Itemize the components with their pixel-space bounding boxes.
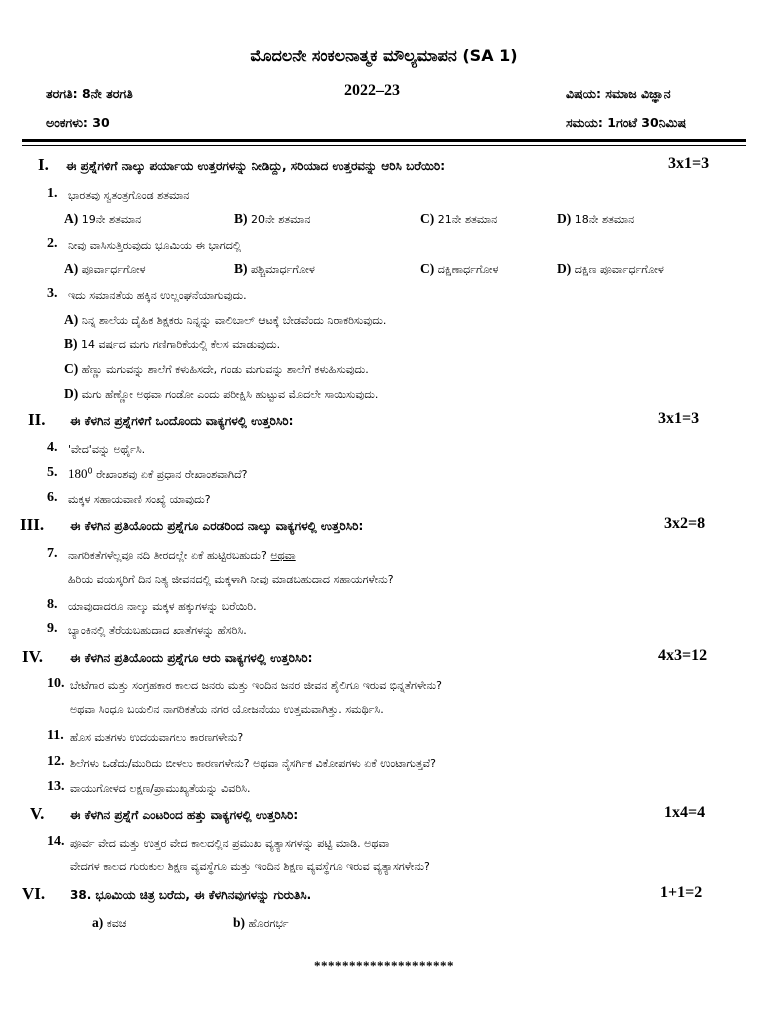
section-number: II. (28, 410, 46, 429)
academic-year: 2022–23 (344, 82, 400, 99)
question-number: 9. (47, 621, 58, 636)
question-text: ಪೂರ್ವ ವೇದ ಮತ್ತು ಉತ್ತರ ವೇದ ಕಾಲದಲ್ಲಿನ ಪ್ರಮುಖ ವ್ಯತ್ಯಾಸಗಳನ್ನು ಪಟ್ಟಿ ಮಾಡಿ. ಅಥವಾ (70, 837, 390, 850)
question-number: 14. (47, 834, 65, 849)
question-text: ವಾಯುಗೋಳದ ಲಕ್ಷಣ/ಪ್ರಾಮುಖ್ಯತೆಯನ್ನು ವಿವರಿಸಿ. (70, 782, 251, 795)
total-marks-label: ಅಂಕಗಳು: 30 (46, 115, 110, 130)
option-d: D) 18ನೇ ಶತಮಾನ (557, 211, 635, 226)
option-b: B) 20ನೇ ಶತಮಾನ (234, 211, 311, 226)
option-c: C) ಹೆಣ್ಣು ಮಗುವನ್ನು ಶಾಲೆಗೆ ಕಳುಹಿಸದೇ, ಗಂಡು ಮಗುವನ್ನು ಶಾಲೆಗೆ ಕಳುಹಿಸುವುದು. (64, 361, 369, 376)
question-text-alt: ಅಥವಾ ಸಿಂಧೂ ಬಯಲಿನ ನಾಗರಿಕತೆಯ ನಗರ ಯೋಜನೆಯು ಉತ್ತಮವಾಗಿತ್ತು. ಸಮರ್ಥಿಸಿ. (70, 703, 384, 716)
question-number: 5. (47, 465, 58, 480)
question-number: 8. (47, 597, 58, 612)
question-number: 3. (47, 286, 58, 301)
option-a: A) ಪೂರ್ವಾರ್ಧಗೋಳ (64, 261, 146, 276)
question-number: 2. (47, 236, 58, 251)
question-text: ಶಿಲೆಗಳು ಒಡೆದು/ಮುರಿದು ಬೀಳಲು ಕಾರಣಗಳೇನು? ಅಥವಾ ನೈಸರ್ಗಿಕ ವಿಕೋಪಗಳು ಏಕೆ ಉಂಟಾಗುತ್ತವೆ? (70, 757, 436, 770)
question-text: ಯಾವುದಾದರೂ ನಾಲ್ಕು ಮಕ್ಕಳ ಹಕ್ಕುಗಳನ್ನು ಬರೆಯಿರಿ. (68, 600, 257, 613)
question-text: ನೀವು ವಾಸಿಸುತ್ತಿರುವುದು ಭೂಮಿಯ ಈ ಭಾಗದಲ್ಲಿ (68, 239, 242, 252)
question-number: 10. (47, 676, 65, 691)
header-divider-thick (22, 139, 746, 142)
option-b: B) ಪಶ್ಚಿಮಾರ್ಧಗೋಳ (234, 261, 315, 276)
question-text: ನಾಗರಿಕತೆಗಳೆಲ್ಲವೂ ನದಿ ತೀರದಲ್ಲೇ ಏಕೆ ಹುಟ್ಟಿರಬಹುದು? ಅಥವಾ (68, 549, 296, 562)
section-marks: 4x3=12 (658, 647, 708, 664)
section-number: III. (20, 515, 45, 534)
option-d: D) ಮಗು ಹೆಣ್ಣೋ ಅಥವಾ ಗಂಡೋ ಎಂದು ಪರೀಕ್ಷಿಸಿ ಹುಟ್ಟುವ ಮೊದಲೇ ಸಾಯಿಸುವುದು. (64, 386, 379, 401)
question-text: $180^0$ ರೇಖಾಂಶವು ಏಕೆ ಪ್ರಧಾನ ರೇಖಾಂಶವಾಗಿದೆ? (68, 466, 248, 481)
section-number: VI. (22, 884, 46, 903)
exam-title: ಮೊದಲನೇ ಸಂಕಲನಾತ್ಮಕ ಮೌಲ್ಯಮಾಪನ (SA 1) (250, 46, 518, 65)
question-text: ಭಾರತವು ಸ್ವತಂತ್ರಗೊಂಡ ಶತಮಾನ (68, 189, 190, 202)
question-number: 13. (47, 779, 65, 794)
section-instruction: ಈ ಕೆಳಗಿನ ಪ್ರತಿಯೊಂದು ಪ್ರಶ್ನೆಗೂ ಆರು ವಾಕ್ಯಗಳಲ್ಲಿ ಉತ್ತರಿಸಿರಿ: (70, 651, 313, 665)
option-a: A) ನಿನ್ನ ಶಾಲೆಯ ದೈಹಿಕ ಶಿಕ್ಷಕರು ನಿನ್ನನ್ನು ವಾಲಿಬಾಲ್ ಆಟಕ್ಕೆ ಬೇಡವೆಂದು ನಿರಾಕರಿಸುವುದು. (64, 312, 387, 327)
section-instruction: 38. ಭೂಮಿಯ ಚಿತ್ರ ಬರೆದು, ಈ ಕೆಳಗಿನವುಗಳನ್ನು ಗುರುತಿಸಿ. (70, 888, 312, 902)
question-number: 1. (47, 186, 58, 201)
section-instruction: ಈ ಕೆಳಗಿನ ಪ್ರತಿಯೊಂದು ಪ್ರಶ್ನೆಗೂ ಎರಡರಿಂದ ನಾಲ್ಕು ವಾಕ್ಯಗಳಲ್ಲಿ ಉತ್ತರಿಸಿರಿ: (70, 519, 364, 533)
subject-label: ವಿಷಯ: ಸಮಾಜ ವಿಜ್ಞಾನ (566, 86, 671, 101)
question-number: 7. (47, 546, 58, 561)
or-label: ಅಥವಾ (270, 549, 296, 562)
section-instruction: ಈ ಪ್ರಶ್ನೆಗಳಿಗೆ ನಾಲ್ಕು ಪರ್ಯಾಯ ಉತ್ತರಗಳನ್ನು ನೀಡಿದ್ದು, ಸರಿಯಾದ ಉತ್ತರವನ್ನು ಆರಿಸಿ ಬರೆಯಿರಿ: (66, 159, 446, 173)
question-text: ಹೊಸ ಮತಗಳು ಉದಯವಾಗಲು ಕಾರಣಗಳೇನು? (70, 731, 244, 744)
question-text: ಬ್ಯಾಂಕಿನಲ್ಲಿ ತೆರೆಯಬಹುದಾದ ಖಾತೆಗಳನ್ನು ಹೆಸರಿಸಿ. (68, 624, 247, 637)
section-marks: 1+1=2 (660, 884, 703, 901)
end-of-paper-stars: ******************** (314, 958, 454, 973)
section-marks: 3x1=3 (668, 155, 710, 172)
section-instruction: ಈ ಕೆಳಗಿನ ಪ್ರಶ್ನೆಗೆ ಎಂಟರಿಂದ ಹತ್ತು ವಾಕ್ಯಗಳಲ್ಲಿ ಉತ್ತರಿಸಿರಿ: (70, 808, 299, 822)
section-instruction: ಈ ಕೆಳಗಿನ ಪ್ರಶ್ನೆಗಳಿಗೆ ಒಂದೊಂದು ವಾಕ್ಯಗಳಲ್ಲಿ ಉತ್ತರಿಸಿರಿ: (70, 414, 294, 428)
section-number: I. (38, 155, 49, 174)
question-number: 11. (47, 728, 64, 743)
section-number: V. (30, 804, 45, 823)
section-number: IV. (22, 647, 43, 666)
question-text-alt: ವೇದಗಳ ಕಾಲದ ಗುರುಕುಲ ಶಿಕ್ಷಣ ವ್ಯವಸ್ಥೆಗೂ ಮತ್ತು ಇಂದಿನ ಶಿಕ್ಷಣ ವ್ಯವಸ್ಥೆಗೂ ಇರುವ ವ್ಯತ್ಯಾಸಗಳೇನು? (70, 860, 430, 873)
option-b: B) 14 ವರ್ಷದ ಮಗು ಗಣಿಗಾರಿಕೆಯಲ್ಲಿ ಕೆಲಸ ಮಾಡುವುದು. (64, 336, 281, 351)
option-c: C) 21ನೇ ಶತಮಾನ (420, 211, 498, 226)
option-a: A) 19ನೇ ಶತಮಾನ (64, 211, 142, 226)
option-d: D) ದಕ್ಷಿಣ ಪೂರ್ವಾರ್ಧಗೋಳ (557, 261, 664, 276)
question-text: ಇದು ಸಮಾನತೆಯ ಹಕ್ಕಿನ ಉಲ್ಲಂಘನೆಯಾಗುವುದು. (68, 289, 247, 302)
question-text: 'ವೇದ'ವನ್ನು ಅರ್ಥೈಸಿ. (68, 443, 146, 456)
section-marks: 1x4=4 (664, 804, 706, 821)
label-item-b: b) ಹೊರಗರ್ಭ (233, 915, 289, 930)
section-marks: 3x1=3 (658, 410, 700, 427)
question-text: ಮಕ್ಕಳ ಸಹಾಯವಾಣಿ ಸಂಖ್ಯೆ ಯಾವುದು? (68, 493, 211, 506)
label-item-a: a) ಕವಚ (92, 915, 127, 930)
question-text: ಬೇಟೆಗಾರ ಮತ್ತು ಸಂಗ್ರಹಕಾರ ಕಾಲದ ಜನರು ಮತ್ತು ಇಂದಿನ ಜನರ ಜೀವನ ಶೈಲಿಗೂ ಇರುವ ಭಿನ್ನತೆಗಳೇನು? (70, 679, 442, 692)
question-number: 12. (47, 754, 65, 769)
header-divider-thin (22, 145, 746, 146)
section-marks: 3x2=8 (664, 515, 706, 532)
time-label: ಸಮಯ: 1ಗಂಟೆ 30ನಿಮಿಷ (566, 115, 687, 130)
question-text-alt: ಹಿರಿಯ ವಯಸ್ಕರಿಗೆ ದಿನ ನಿತ್ಯ ಜೀವನದಲ್ಲಿ ಮಕ್ಕಳಾಗಿ ನೀವು ಮಾಡಬಹುದಾದ ಸಹಾಯಗಳೇನು? (68, 573, 394, 586)
question-number: 4. (47, 440, 58, 455)
option-c: C) ದಕ್ಷಿಣಾರ್ಧಗೋಳ (420, 261, 499, 276)
question-number: 6. (47, 490, 58, 505)
class-label: ತರಗತಿ: 8ನೇ ತರಗತಿ (46, 86, 133, 101)
